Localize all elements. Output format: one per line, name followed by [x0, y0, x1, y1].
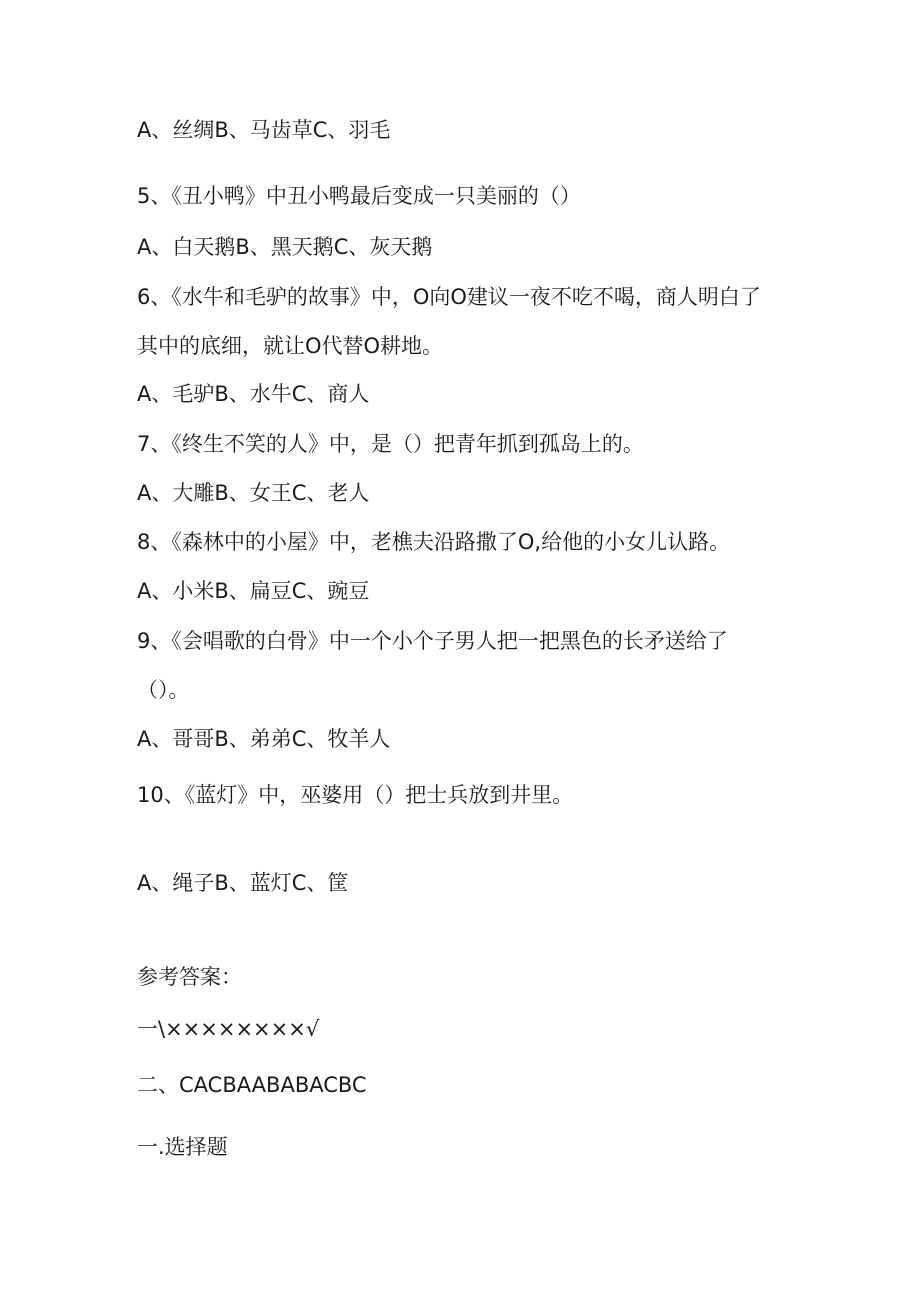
- question-9-line-1: 9、《会唱歌的白骨》中一个小个子男人把一把黑色的长矛送给了: [137, 629, 728, 653]
- answer-section-1: 一\××××××××√: [137, 1017, 320, 1041]
- section-heading: 一.选择题: [137, 1135, 228, 1159]
- option-line-8: A、小米B、扁豆C、豌豆: [137, 579, 370, 603]
- question-6-line-1: 6、《水牛和毛驴的故事》中，O向O建议一夜不吃不喝，商人明白了: [137, 285, 761, 309]
- question-8: 8、《森林中的小屋》中，老樵夫沿路撒了O,给他的小女儿认路。: [137, 530, 731, 554]
- question-7: 7、《终生不笑的人》中，是（）把青年抓到孤岛上的。: [137, 432, 644, 456]
- option-line-10: A、绳子B、蓝灯C、筐: [137, 871, 349, 895]
- option-line-9: A、哥哥B、弟弟C、牧羊人: [137, 727, 391, 751]
- question-9-line-2: （）。: [137, 678, 190, 702]
- option-line-5: A、白天鹅B、黑天鹅C、灰天鹅: [137, 235, 433, 259]
- question-5: 5、《丑小鸭》中丑小鸭最后变成一只美丽的（）: [137, 184, 581, 208]
- answer-heading: 参考答案：: [137, 965, 242, 989]
- option-line-4: A、丝绸B、马齿草C、羽毛: [137, 118, 391, 142]
- option-line-6: A、毛驴B、水牛C、商人: [137, 382, 370, 406]
- option-line-7: A、大雕B、女王C、老人: [137, 481, 370, 505]
- question-6-line-2: 其中的底细，就让O代替O耕地。: [137, 334, 444, 358]
- answer-section-2: 二、CACBAABABACBC: [137, 1073, 367, 1097]
- question-10: 10、《蓝灯》中，巫婆用（）把士兵放到井里。: [137, 783, 574, 807]
